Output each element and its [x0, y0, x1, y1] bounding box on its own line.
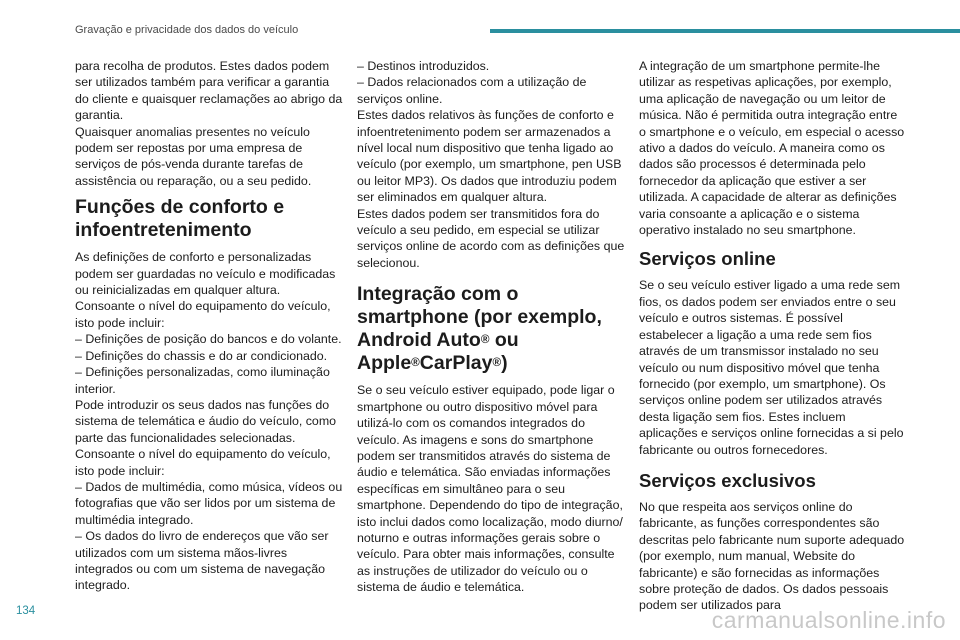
heading-text: )	[501, 352, 508, 375]
watermark: carmanualsonline.info	[711, 607, 946, 633]
list-item: – Destinos introduzidos.	[357, 59, 490, 73]
page-number: 134	[16, 605, 36, 617]
paragraph: Estes dados relativos às funções de conforto e infoentretenimento podem ser armazenados a nível local num dispositivo que tenha ligado ao veículo (por exemplo, um smartphone, pen USB ou leitor MP3). Os dados que introduziu podem ser eliminados em qualquer altura.	[357, 108, 622, 205]
paragraph: No que respeita aos serviços online do fabricante, as funções correspondentes são descritas pelo fabricante num suporte adequado (por exemplo, num manual, Website do fabricante) e são fornecidas as informações sobre proteção de dados. Os dados pessoais podem ser utilizados para	[639, 499, 905, 613]
paragraph: para recolha de produtos. Estes dados podem ser utilizados também para verificar a garantia do cliente e quaisquer reclamações ao abrigo da garantia.	[75, 59, 343, 123]
list-item: – Definições personalizadas, como iluminação interior.	[75, 365, 330, 396]
section-heading-comfort-infotainment: Funções de conforto e infoentretenimento	[75, 196, 285, 242]
header-accent-bar	[490, 29, 960, 33]
paragraph: Pode introduzir os seus dados nas funções do sistema de telemática e áudio do veículo, como parte das funcionalidades selecionadas.	[75, 397, 337, 445]
heading-text: ou Apple	[357, 329, 519, 375]
registered-mark: ®	[492, 356, 502, 370]
list-item: – Dados relacionados com a utilização de serviços online.	[357, 75, 587, 106]
paragraph: Estes dados podem ser transmitidos fora do veículo a seu pedido, em especial se utilizar serviços online de acordo com as definições que selecionou.	[357, 206, 625, 270]
paragraph: Quaisquer anomalias presentes no veículo podem ser repostas por uma empresa de serviços de pós-venda durante tarefas de assistência ou reparação, ou a seu pedido.	[75, 124, 312, 188]
heading-text: Integração com o smartphone (por exemplo, Android Auto	[357, 283, 602, 352]
running-header-title: Gravação e privacidade dos dados do veículo	[75, 24, 299, 36]
list-item: – Dados de multimédia, como música, vídeos ou fotografias que vão ser lidos por um sistema de multimédia integrado.	[75, 479, 343, 527]
column-middle	[357, 58, 625, 596]
column-left	[75, 58, 343, 594]
list-item: – Definições de posição do bancos e do volante.	[75, 332, 342, 347]
paragraph: Consoante o nível do equipamento do veículo, isto pode incluir:	[75, 299, 331, 330]
section-heading-online-services: Serviços online	[639, 248, 776, 270]
column-right	[639, 58, 907, 614]
section-heading-smartphone-integration	[357, 283, 625, 375]
registered-mark: ®	[480, 333, 490, 347]
paragraph: A integração de um smartphone permite-lhe utilizar as respetivas aplicações, por exemplo, uma aplicação de navegação ou um leitor de música. Não é permitida outra integração entre o smartphone e o veículo, em especial o acesso ativo a dados do veículo. A maneira como os dados são processos é determinada pelo fornecedor da aplicação que estiver a ser utilizada. A capacidade de alterar as definições varia consoante a aplicação e o sistema operativo instalado no seu smartphone.	[639, 59, 905, 238]
section-heading-exclusive-services: Serviços exclusivos	[639, 469, 816, 491]
list-item: – Os dados do livro de endereços que vão ser utilizados com um sistema mãos-livres integrados ou com um sistema de navegação integrado.	[75, 529, 329, 593]
heading-text: CarPlay	[419, 352, 493, 375]
registered-mark: ®	[411, 356, 420, 370]
paragraph: As definições de conforto e personalizadas podem ser guardadas no veículo e modificadas ou reinicializadas em qualquer altura.	[75, 250, 336, 298]
paragraph: Consoante o nível do equipamento do veículo, isto pode incluir:	[75, 447, 331, 478]
list-item: – Definições do chassis e do ar condicionado.	[75, 348, 328, 363]
paragraph: Se o seu veículo estiver ligado a uma rede sem fios, os dados podem ser enviados entre o seu veículo e outros sistemas. É possível estabelecer a ligação a uma rede sem fios através de um transmissor instalado no seu veículo ou num dispositivo móvel que tenha fornecido (por exemplo, um smartphone). Os serviços online podem ser utilizados através desta ligação sem fios. Estes incluem aplicações e serviços online fornecidas a si pelo fabricante ou outros fornecedores.	[639, 278, 904, 457]
paragraph: Se o seu veículo estiver equipado, pode ligar o smartphone ou outro dispositivo móvel para utilizá-lo com os comandos integrados do veículo. As imagens e sons do smartphone podem ser transmitidos através do sistema de áudio e telemática. São enviadas informações específicas em simultâneo para o seu smartphone. Dependendo do tipo de integração, isto inclui dados como localização, modo diurno/ noturno e outras informações gerais sobre o veículo. Para obter mais informações, consulte as instruções de utilizador do veículo ou o sistema de áudio e telemática.	[357, 383, 623, 595]
